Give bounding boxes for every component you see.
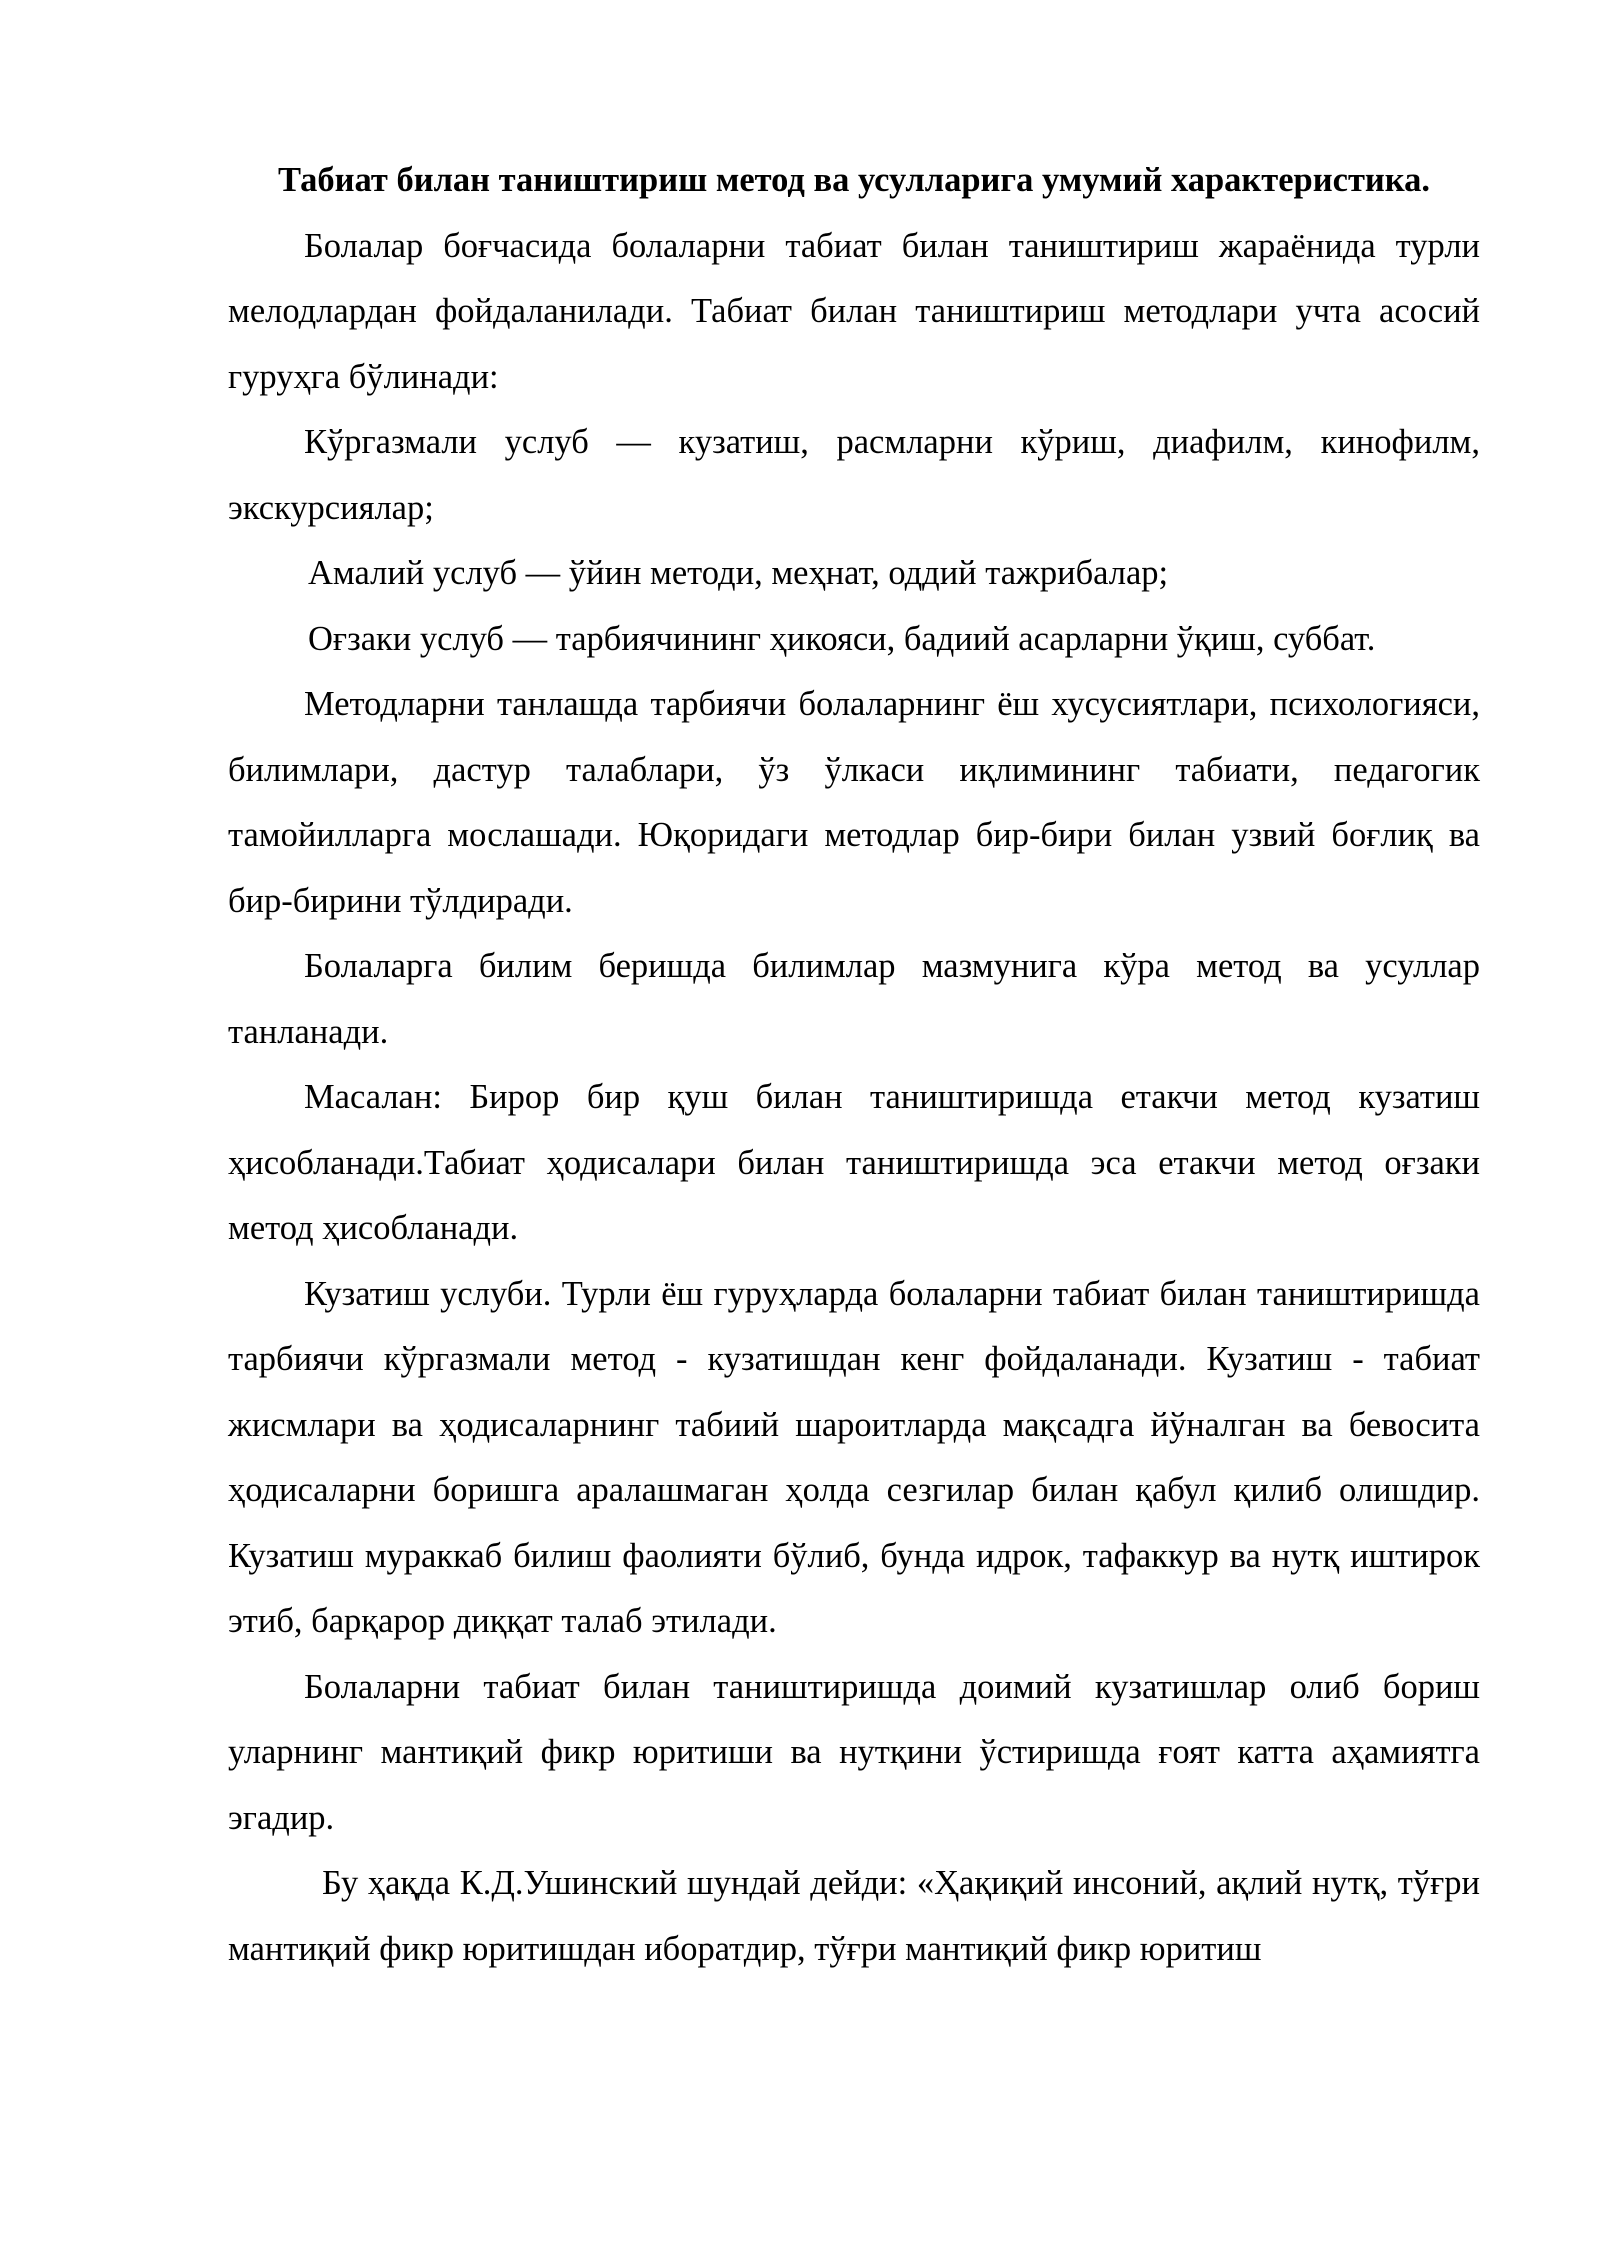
- paragraph-method-selection: Методларни танлашда тарбиячи болаларнинг ёш хусусиятлари, психологияси, билимлари, дастур талаблари, ўз ўлкаси иқлимининг табиати, педагогик тамойилларга мослашади. Юқоридаги методлар бир-бири билан узвий боғлиқ ва бир-бирини тўлдиради.: [228, 685, 1480, 920]
- paragraph-verbal-method: Оғзаки услуб — тарбиячининг ҳикояси, бадиий асарларни ўқиш, суббат.: [308, 619, 1376, 658]
- paragraph-observation-method: Кузатиш услуби. Турли ёш гуруҳларда болаларни табиат билан таништиришда тарбиячи кўргазмали метод - кузатишдан кенг фойдаланади. Кузатиш - табиат жисмлари ва ҳодисаларнинг табиий шароитларда мақсадга йўналган ва бевосита ҳодисаларни боришга аралашмаган ҳолда сезгилар билан қабул қилиб олишдир. Кузатиш мураккаб билиш фаолияти бўлиб, бунда идрок, тафаккур ва нутқ иштирок этиб, барқарор диққат талаб этилади.: [228, 1274, 1480, 1640]
- paragraph-practical-method: Амалий услуб — ўйин методи, меҳнат, оддий тажрибалар;: [308, 554, 1169, 592]
- paragraph-example: Масалан: Бирор бир қуш билан таништиришда етакчи метод кузатиш ҳисобланади.Табиат ҳодисалари билан таништиришда эса етакчи метод оғзаки метод ҳисобланади.: [228, 1078, 1480, 1247]
- paragraph-ushinsky-quote: Бу ҳақда К.Д.Ушинский шундай дейди: «Ҳақиқий инсоний, ақлий нутқ, тўғри мантиқий фикр юритишдан иборатдир, тўғри мантиқий фикр юритиш: [228, 1864, 1480, 1968]
- paragraph-knowledge-content: Болаларга билим беришда билимлар мазмунига кўра метод ва усуллар танланади.: [228, 947, 1480, 1051]
- document-title: Табиат билан таништириш метод ва усулларига умумий характеристика.: [277, 161, 1430, 199]
- paragraph-visual-method: Кўргазмали услуб — кузатиш, расмларни кўриш, диафилм, кинофилм, экскурсиялар;: [228, 423, 1480, 527]
- paragraph-intro: Болалар боғчасида болаларни табиат билан таништириш жараёнида турли мелодлардан фойдаланилади. Табиат билан таништириш методлари учта асосий гуруҳга бўлинади:: [228, 226, 1480, 396]
- paragraph-regular-observation: Болаларни табиат билан таништиришда доимий кузатишлар олиб бориш уларнинг мантиқий фикр юритиши ва нутқини ўстиришда ғоят катта аҳамиятга эгадир.: [228, 1667, 1480, 1837]
- document-body: [228, 148, 1480, 1982]
